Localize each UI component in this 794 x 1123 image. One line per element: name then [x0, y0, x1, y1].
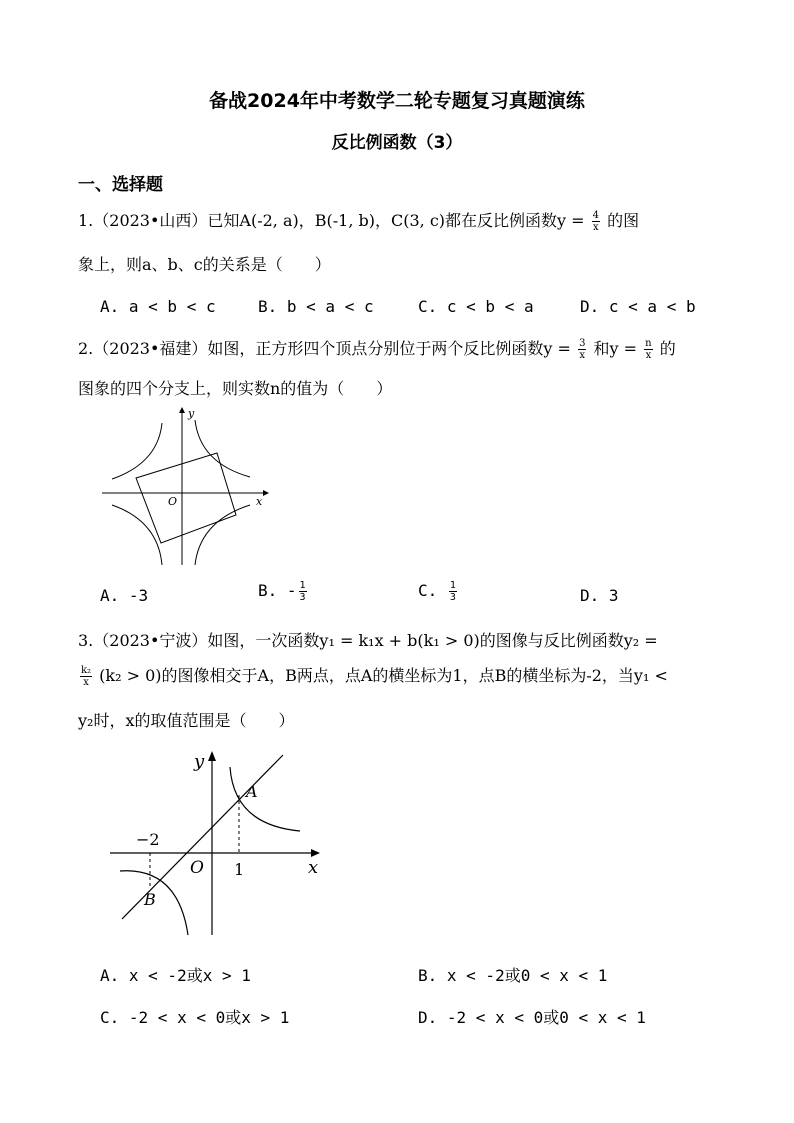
- q1-option-c[interactable]: C. c < b < a: [418, 297, 534, 316]
- q1-frac-num: 4: [592, 210, 600, 221]
- q2-x-arrow: [263, 490, 269, 496]
- q2-text-b: 的: [659, 339, 676, 358]
- q3-y-arrow: [208, 751, 216, 761]
- q2-curve-top-left: [112, 423, 162, 479]
- q3-frac-den: x: [83, 677, 89, 688]
- q3-text-line2: (k₂ > 0)的图像相交于A，B两点，点A的横坐标为1，点B的横坐标为-2，当y₁ <: [99, 666, 668, 685]
- q2-x-label: x: [256, 495, 263, 508]
- q2-option-b-num: 1: [299, 580, 306, 591]
- q3-point-a-label: A: [246, 782, 258, 801]
- q2-square: [136, 453, 236, 543]
- q3-x-arrow: [311, 849, 320, 857]
- q3-frac-num: k₂: [81, 665, 92, 676]
- q3-point-b-label: B: [144, 890, 156, 909]
- q2-curve-bottom-right: [195, 505, 250, 565]
- q2-frac1-den: x: [579, 350, 586, 361]
- q3-option-c[interactable]: C. -2 < x < 0或x > 1: [100, 1008, 290, 1027]
- q3-stem-line3: y₂时，x的取值范围是（ ）: [78, 711, 295, 730]
- q1-text-a: 1.（2023•山西）已知A(-2, a)，B(-1, b)，C(3, c)都在反比例函数y =: [78, 211, 585, 230]
- q2-text-mid: 和y =: [593, 339, 638, 358]
- q2-fraction-2: [644, 338, 652, 361]
- document-subtitle: 反比例函数（3）: [331, 133, 463, 153]
- q2-option-a[interactable]: A. -3: [100, 586, 149, 605]
- q3-tick-neg2: −2: [136, 830, 160, 849]
- q2-stem-line1: [78, 338, 676, 361]
- q2-origin-label: O: [168, 495, 178, 508]
- q3-y-label: y: [194, 751, 205, 772]
- q3-figure: [108, 745, 328, 940]
- q2-text-a: 2.（2023•福建）如图，正方形四个顶点分别位于两个反比例函数y =: [78, 339, 571, 358]
- q3-option-a[interactable]: A. x < -2或x > 1: [100, 966, 251, 985]
- q2-frac1-num: 3: [579, 338, 586, 349]
- q2-frac2-num: n: [645, 338, 652, 349]
- q2-curve-top-right: [195, 420, 250, 477]
- q3-tick-1: 1: [234, 860, 245, 879]
- q2-option-c-label: C.: [418, 581, 438, 600]
- q1-fraction: [592, 210, 600, 233]
- q2-option-d[interactable]: D. 3: [580, 586, 619, 605]
- q3-x-label: x: [308, 857, 319, 878]
- q2-y-label: y: [188, 407, 195, 420]
- q3-option-d[interactable]: D. -2 < x < 0或0 < x < 1: [418, 1008, 646, 1027]
- q2-y-arrow: [179, 407, 185, 413]
- q2-curve-bottom-left: [112, 505, 162, 565]
- q1-stem-line1: [78, 210, 639, 233]
- document-title: 备战2024年中考数学二轮专题复习真题演练: [209, 90, 585, 112]
- q2-option-c-num: 1: [449, 580, 456, 591]
- q2-frac2-den: x: [645, 350, 652, 361]
- q1-option-a[interactable]: A. a < b < c: [100, 297, 216, 316]
- q1-frac-den: x: [593, 222, 599, 233]
- q3-stem-line2: [78, 665, 668, 688]
- q3-origin-label: O: [190, 858, 204, 878]
- q2-option-c[interactable]: [418, 580, 459, 603]
- q2-option-c-den: 3: [449, 592, 456, 603]
- q2-option-b-label: B. -: [258, 581, 297, 600]
- q2-option-b[interactable]: [258, 580, 309, 603]
- q2-option-b-fraction: [299, 580, 307, 603]
- q1-stem-line2: 象上，则a、b、c的关系是（ ）: [78, 255, 331, 274]
- section-heading: 一、选择题: [78, 175, 163, 195]
- q2-option-c-fraction: [449, 580, 457, 603]
- q2-figure: [100, 405, 270, 570]
- q2-fraction-1: [578, 338, 586, 361]
- q1-option-d[interactable]: D. c < a < b: [580, 297, 696, 316]
- q3-stem-line1: 3.（2023•宁波）如图，一次函数y₁ = k₁x + b(k₁ > 0)的图像与反比例函数y₂ =: [78, 631, 658, 650]
- q1-option-b[interactable]: B. b < a < c: [258, 297, 374, 316]
- q3-fraction: [80, 665, 92, 688]
- q2-stem-line2: 图象的四个分支上，则实数n的值为（ ）: [78, 379, 393, 398]
- q3-option-b[interactable]: B. x < -2或0 < x < 1: [418, 966, 608, 985]
- q1-text-b: 的图: [607, 211, 640, 230]
- q2-option-b-den: 3: [299, 592, 306, 603]
